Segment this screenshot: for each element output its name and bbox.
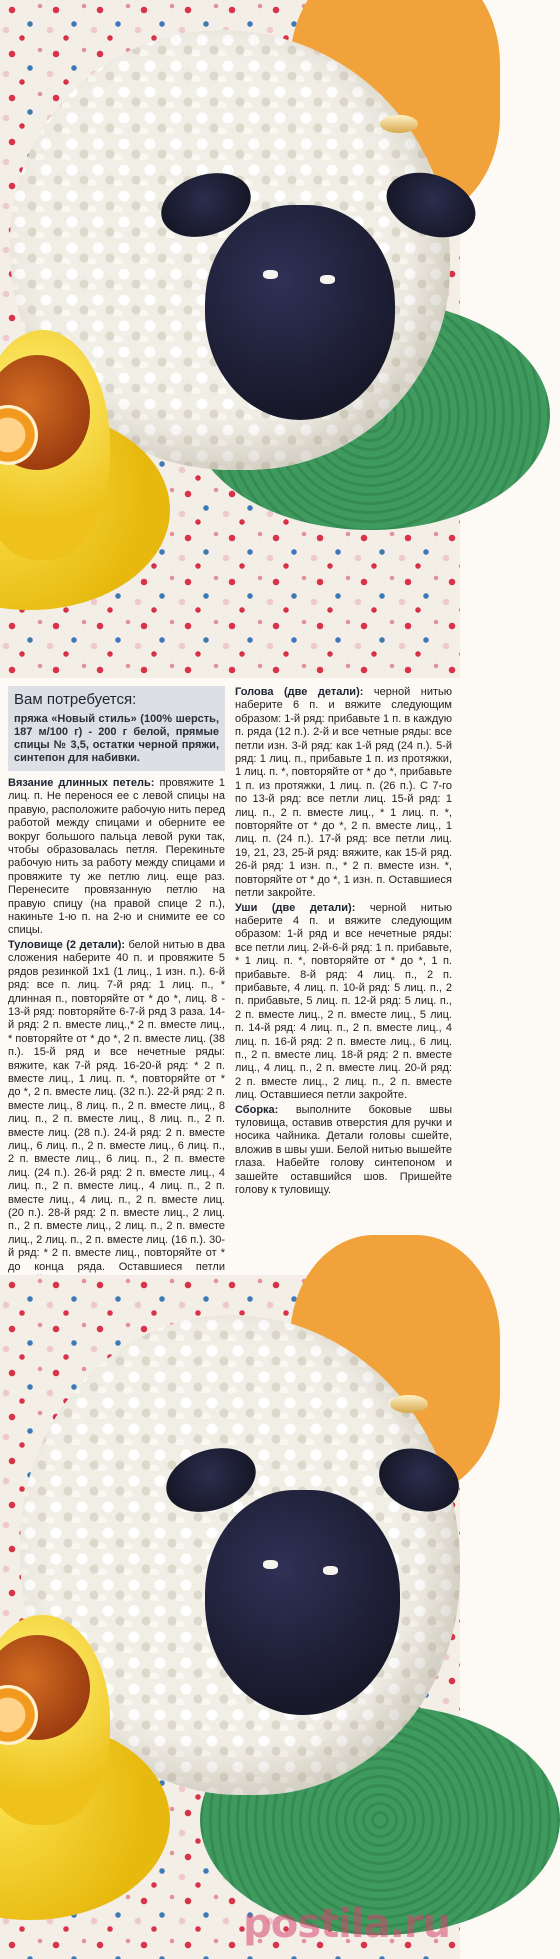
teapot-lid-knob — [390, 1395, 428, 1413]
materials-text: пряжа «Новый стиль» (100% шерсть, 187 м/100 г) - 200 г белой, прямые спицы № 3,5, остатки черной пряжи, синтепон для набивки. — [14, 713, 219, 764]
section-long-loops — [8, 777, 225, 938]
section-text: черной нитью наберите 6 п. и вяжите следующим образом: 1-й ряд: прибавьте 1 п. в каждую п. ряда (12 п.). 2-й и все четные ряды: все петли изн. 3-й ряд: как 1-й ряд (24 п.). 5-й ряд: 1 лиц. п., прибавьте 1 п. из протяжки, 1 лиц. п. *, повторяйте от * до *, прибавьте 1 п. из протяжки, 1 лиц. п. (26 п.). С 7-го по 13-й ряд: все петли лиц. 15-й ряд: 1 лиц. п., 2 п. вместе лиц., * 1 лиц. п. *, повторяйте от * до *, 2 п. вместе лиц., 1 лиц. п. (24 п.). 17-й ряд: все петли лиц. 19, 21, 23, 25-й ряд: вяжите, как 15-й ряд. 26-й ряд: 1 изн. п., * 2 п. вместе изн. *, повторяйте от * до *, 1 изн. п. Оставшиеся петли закройте. — [235, 686, 452, 900]
photo-sheep-tea-cosy-top — [0, 0, 460, 678]
materials-title: Вам потребуется: — [14, 691, 137, 708]
section-head — [235, 686, 452, 901]
text-column-left — [8, 686, 225, 1275]
section-ears — [235, 902, 452, 1103]
sheep-right-eye — [320, 275, 335, 284]
section-title: Сборка: — [235, 1103, 279, 1116]
section-text: выполните боковые швы туловища, оставив отверстия для ручки и носика чайника. Детали головы сшейте, вложив в швы уши. Белой нитью вышейте глаза. Набейте голову синтепоном и зашейте оставшийся шов. Пришейте голову к туловищу. — [235, 1103, 452, 1197]
sheep-head — [205, 205, 395, 420]
sheep-left-eye — [263, 1560, 278, 1569]
text-column-right — [235, 686, 452, 1275]
watermark-logo: postila.ru — [243, 1901, 450, 1947]
pattern-instructions — [0, 678, 460, 1275]
section-title: Туловище (2 детали): — [8, 938, 126, 951]
sheep-left-eye — [263, 270, 278, 279]
teapot-lid-knob — [380, 115, 418, 133]
section-assembly — [235, 1104, 452, 1198]
section-text: провяжите 1 лиц. п. Не перенося ее с левой спицы на правую, расположите рабочую нить перед работой между спицами и оберните ее вокруг большого пальца левой руки так, чтобы образовалась петля. Перекиньте рабочую нить за работу между спицами и провяжите ту же петлю лиц. еще раз. Перенесите провязанную петлю на правую спицу (на правой спице 2 п.), накиньте 1-ю п. на 2-ю и снимите ее со спицы. — [8, 777, 225, 937]
section-text: черной нитью наберите 4 п. и вяжите следующим образом: 1-й ряд и все нечетные ряды: все петли лиц. 2-й-6-й ряд: 1 п. прибавьте, * 1 лиц. п. *, повторяйте от * до *, 1 п. прибавьте. 8-й ряд: 4 лиц. п., 2 п. прибавьте, 4 лиц. п. 10-й ряд: 5 лиц. п., 2 п. прибавьте, 5 лиц. п. 12-й ряд: 5 лиц. п., 2 п. вместе лиц., 2 п. вместе лиц., 5 лиц. п. 14-й ряд: 4 лиц. п., 2 п. вместе лиц., 4 лиц. п. 16-й ряд: 2 п. вместе лиц., 6 лиц. п., 2 п. вместе лиц. 18-й ряд: 2 п. вместе лиц., 4 лиц. п., 2 п. вместе лиц. 20-й ряд: 2 п. вместе лиц., 2 лиц. п., 2 п. вместе лиц. Оставшиеся петли закройте. — [235, 901, 453, 1102]
section-title: Уши (две детали): — [235, 901, 356, 914]
sheep-right-eye — [323, 1566, 338, 1575]
section-text: белой нитью в два сложения наберите 40 п. и провяжите 5 рядов резинкой 1x1 (1 лиц., 1 изн. п.). 6-й ряд: все п. лиц. 7-й ряд: 1 лиц. п., * длинная п., повторяйте от * до *, лиц. 8 - 13-й ряд: повторяйте 6-7-й ряд 3 раза. 14-й ряд: 2 п. вместе лиц.,* 2 п. вместе лиц., * повторяйте от * до *, 2 п. вместе лиц. (38 п.). 15-й ряд и все нечетные ряды: вяжите, как 7-й ряд. 16-20-й ряд: * 2 п. вместе лиц., 1 лиц. п. *, повторяйте от * до *, 2 п. вместе лиц. (32 п.). 22-й ряд: 2 п. вместе лиц., 8 лиц. п., 2 п. вместе лиц., 8 лиц. п., 2 п. вместе лиц., 8 лиц. п., 2 п. вместе лиц. (28 п.). 24-й ряд: 2 п. вместе лиц., 6 лиц. п., 2 п. вместе лиц., 6 лиц. п., 2 п. вместе лиц., 6 лиц. п., 2 п. вместе лиц. (24 п.). 26-й ряд: 2 п. вместе лиц., 4 лиц. п., 2 п. вместе лиц., 4 лиц. п., 2 п. вместе лиц., 4 лиц. п., 2 п. вместе лиц. (20 п.). 28-й ряд: 2 п. вместе лиц., 2 лиц. п., 2 п. вместе лиц., 2 лиц. п., 2 п. вместе лиц., 2 лиц. п., 2 п. вместе лиц. (16 п.). 30-й ряд: * 2 п. вместе лиц., повторяйте от * до конца ряда. Оставшиеся петли — [8, 938, 226, 1273]
materials-box — [8, 686, 225, 771]
section-title: Вязание длинных петель: — [8, 777, 155, 789]
section-title: Голова (две детали): — [235, 686, 364, 698]
sheep-head — [205, 1490, 400, 1715]
section-body — [8, 939, 225, 1288]
